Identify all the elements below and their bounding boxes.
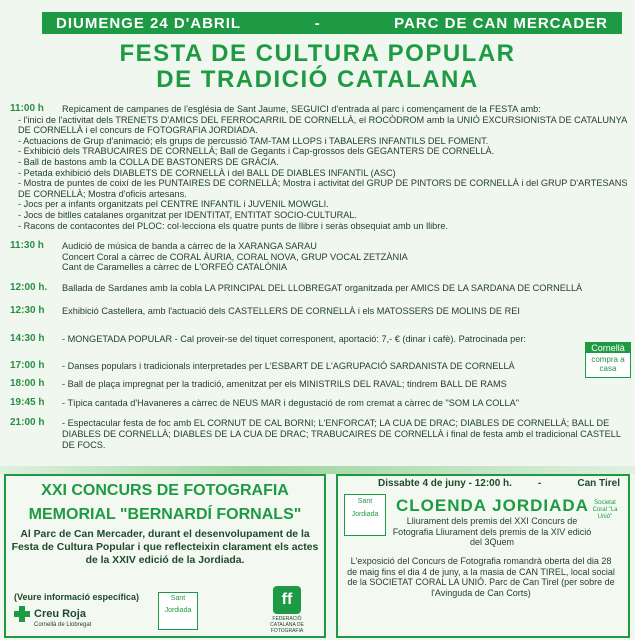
header-bar [42,12,622,34]
cloenda-separator: - [538,478,542,489]
photo-contest-body: Al Parc de Can Mercader, durant el desenvolupament de la Festa de Cultura Popular i que reflecteixin clarament els actes de la XXIV edició de la Jordiada. [11,529,319,566]
schedule-row [10,104,630,231]
schedule [10,100,630,450]
schedule-row [10,283,630,294]
schedule-time: 12:00 h. [10,281,48,293]
list-item: - l'inici de l'activitat dels TRENETS D'AMICS DEL FERROCARRIL DE CORNELLÀ, el ROCÒDROM amb la UNIÓ EXCURSIONISTA DE CATALUNYA DE CORNELLÀ i el concurs de FOTOGRAFIA JORDIADA. [18,115,630,136]
schedule-time: 11:30 h [10,240,44,252]
cloenda-title: CLOENDA JORDIADA [396,496,589,515]
list-item: - Exhibició dels TRABUCAIRES DE CORNELLÀ; Ball de Gegants i Cap-grossos dels GEGANTERS DE CORNELLÀ. [18,146,630,157]
schedule-text: Exhibició Castellera, amb l'actuació dels CASTELLERS DE CORNELLÀ i els MATOSSERS DE MOLINS DE REI [62,305,520,316]
cloenda-left-logo: Sant Jordiada [344,494,386,536]
cloenda-body: Lliurament dels premis del XXI Concurs de Fotografia Lliurament dels premis de la XIV edició del 3Quem [392,516,592,547]
schedule-text: - Ball de plaça impregnat per la tradició, amenitzat per els MINISTRILS DEL RAVAL; tindrem BALL DE RAMS [62,379,507,390]
list-item: - Jocs de bitlles catalanes organitzat per IDENTITAT, ENTITAT SOCIO-CULTURAL. [18,210,630,221]
list-item: - Ball de bastons amb la COLLA DE BASTONERS DE GRÀCIA. [18,157,630,168]
list-item: - Jocs per a infants organitzats pel CENTRE INFANTIL i JUVENIL MOWGLI. [18,199,630,210]
schedule-text: Repicament de campanes de l'església de Sant Jaume, SEGUICI d'entrada al parc i començament de la FESTA amb: [62,104,541,114]
cloenda-right-logo: Societat Coral "La Unió" [592,500,618,520]
schedule-row [10,361,630,372]
list-item: - Petada exhibició dels DIABLETS DE CORNELLÀ i del BALL DE DIABLES INFANTIL (ASC) [18,168,630,179]
title-line-1: FESTA DE CULTURA POPULAR [119,40,516,67]
sponsor-badge-line1: Cornellà [586,343,630,353]
photo-contest-note: (Veure informació específica) [14,592,140,602]
federacio-label: FEDERACIÓ CATALANA DE FOTOGRAFIA [270,616,304,634]
schedule-row [10,334,630,345]
schedule-time: 11:00 h [10,103,44,114]
header-separator: - [314,14,321,32]
schedule-row [10,306,630,317]
federacio-logo [262,586,312,634]
photo-contest-title-2: MEMORIAL "BERNARDÍ FORNALS" [28,506,302,523]
cloenda-header [338,476,628,490]
header-date: DIUMENGE 24 D'ABRIL [56,14,242,32]
list-item: Cant de Caramelles a càrrec de L'ORFEÓ CATALÒNIA [62,262,288,273]
sponsor-badge-line2: compra a casa [591,355,625,373]
cloenda-place: Can Tirel [577,478,620,489]
divider [0,466,635,474]
header-place: PARC DE CAN MERCADER [394,14,608,32]
creu-roja-sub: Cornellà de Llobregat [34,622,92,628]
schedule-text: - Danses populars i tradicionals interpretades per L'ESBART DE L'AGRUPACIÓ SARDANISTA DE CORNELLÀ [62,360,515,371]
list-item: - Mostra de puntes de coixí de les PUNTAIRES DE CORNELLÀ; Mostra i activitat del GRUP DE PINTORS DE CORNELLÀ i del GRUP D'ARTESANS DE CORNELLÀ; Mostra d'oficis artesans. [18,178,630,199]
creu-roja-label: Creu Roja [34,608,86,620]
schedule-text: - MONGETADA POPULAR - Cal proveir-se del tiquet corresponent, aportació: 7,- € (dinar i cafè). Patrocinada per: [62,334,526,345]
schedule-row [10,418,630,450]
schedule-text: Ballada de Sardanes amb la cobla LA PRINCIPAL DEL LLOBREGAT organitzada per AMICS DE LA SARDANA DE CORNELLÀ [62,282,583,293]
photo-contest-box [4,474,326,638]
schedule-row [10,398,630,409]
red-cross-icon [14,606,30,622]
federacio-icon: ff [273,586,301,614]
list-item: Concert Coral a càrrec de CORAL ÀURIA, CORAL NOVA, GRUP VOCAL ZETZÀNIA [62,251,408,262]
list-item: - Actuacions de Grup d'animació; els grups de percussió TAM-TAM LLOPS i TABALERS INFANTILS DEL FOMENT. [18,136,630,147]
cloenda-expo: L'exposició del Concurs de Fotografia romandrà oberta del dia 28 de maig fins el dia 4 de juny, a la masia de CAN TIREL, local social de la SOCIETAT CORAL LA UNIÓ. Parc de Can Tirel (per sobre de l'Avinguda de Can Corts) [347,556,615,598]
schedule-time: 12:30 h [10,304,45,316]
schedule-row [10,379,630,390]
creu-roja-logo [14,606,86,622]
schedule-time: 21:00 h [10,417,45,429]
jordiada-logo: Sant Jordiada [158,592,198,630]
schedule-time: 18:00 h [10,378,45,390]
schedule-time: 19:45 h [10,396,45,408]
list-item: - Racons de contacontes del PLOC: col·lecciona els quatre punts de llibre i seràs obsequiat amb un llibre. [18,221,630,232]
schedule-row [10,241,630,273]
schedule-time: 14:30 h [10,333,45,345]
photo-contest-title-1: XXI CONCURS DE FOTOGRAFIA [41,482,289,499]
schedule-text: - Espectacular festa de foc amb EL CORNUT DE CAL BORNI; L'ENFORCAT; LA CUA DE DRAC; DIABLES DE CORNELLÀ; BALL DE DIABLES DE CORNELLÀ; DIABLES DE LA CUA DE DRAC; TRABUCAIRES DE CORNELLÀ i final de festa amb el tradicional CASTELL DE FOCS. [62,418,621,450]
schedule-subitems [18,115,630,232]
title-line-2: DE TRADICIÓ CATALANA [156,66,479,93]
cloenda-box [336,474,630,638]
list-item: Audició de música de banda a càrrec de la XARANGA SARAU [62,241,317,252]
schedule-time: 17:00 h [10,359,45,371]
schedule-text: - Típica cantada d'Havaneres a càrrec de NEUS MAR i degustació de rom cremat a càrrec de "SOM LA COLLA" [62,397,519,408]
sponsor-badge [585,342,631,378]
schedule-subitems [62,241,630,273]
cloenda-date: Dissabte 4 de juny - 12:00 h. [378,478,512,489]
